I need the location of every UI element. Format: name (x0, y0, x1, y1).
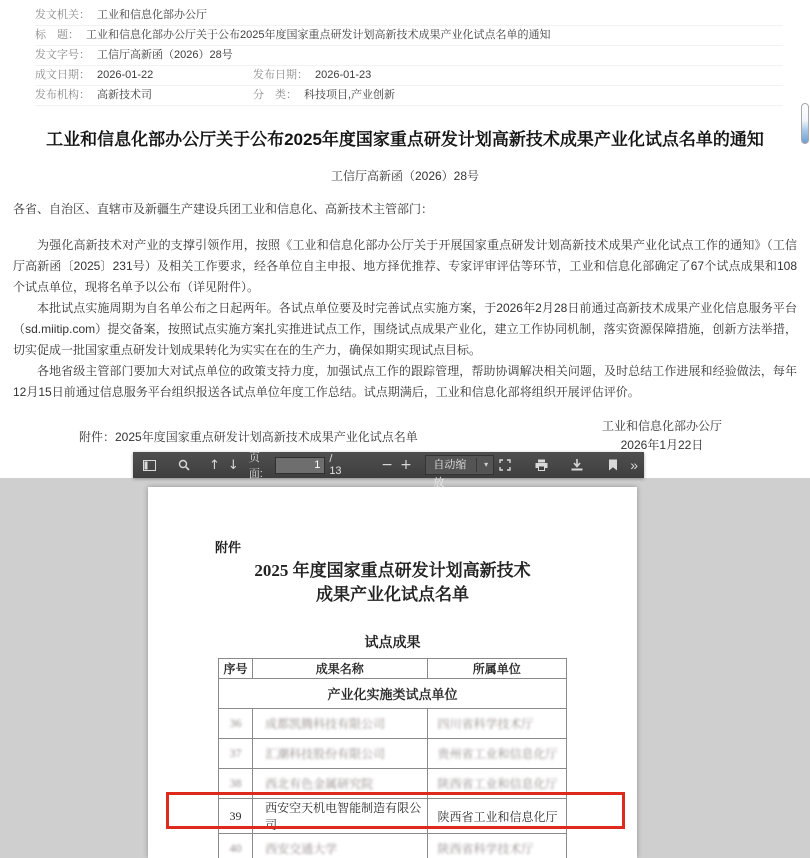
paragraph-3: 各地省级主管部门要加大对试点单位的政策支持力度，加强试点工作的跟踪管理，帮助协调解决相关问题，及时总结工作进展和经验做法，每年12月15日前通过信息服务平台组织报送各试点单位年度工作总结。试点期满后，工业和信息化部将组织开展评估评价。 (13, 364, 797, 399)
pdf-section-title: 试点成果 (364, 636, 421, 651)
table-row (219, 739, 567, 769)
previous-page-button[interactable] (205, 454, 224, 476)
chevron-down-icon: ▾ (484, 460, 489, 469)
table-cell: 四川省科学技术厅 (427, 709, 566, 739)
divider (476, 458, 477, 472)
table-cell: 西北有色金属研究院 (253, 769, 427, 799)
next-page-button[interactable] (224, 454, 243, 476)
metadata-row (35, 86, 783, 106)
download-icon (571, 459, 583, 471)
zoom-in-button[interactable] (397, 454, 416, 476)
metadata-value: 工业和信息化部办公厅关于公布2025年度国家重点研发计划高新技术成果产业化试点名单的通知 (86, 29, 551, 41)
table-cell: 成都凯腾科技有限公司 (253, 709, 427, 739)
paragraph-1: 为强化高新技术对产业的支撑引领作用，按照《工业和信息化部办公厅关于开展国家重点研发计划高新技术成果产业化试点工作的通知》（工信厅高新函〔2025〕231号）及相关工作要求，经各单位自主申报、地方择优推荐、专家评审评估等环节，工业和信息化部确定了67个试点成果和108个试点单位，现将名单予以公布（详见附件）。 (13, 238, 797, 294)
metadata-label: 发文字号： (35, 49, 90, 61)
metadata-value: 科技项目,产业创新 (304, 89, 396, 101)
page-number-input[interactable] (275, 457, 325, 474)
presentation-mode-button[interactable] (494, 454, 516, 476)
table-cell: 陕西省工业和信息化厅 (427, 799, 566, 834)
signoff-date: 2026年1月22日 (620, 438, 704, 452)
salutation: 各省、自治区、直辖市及新疆生产建设兵团工业和信息化、高新技术主管部门： (13, 202, 434, 216)
minus-icon: − (381, 457, 393, 473)
metadata-row (35, 26, 783, 46)
table-header-cell: 成果名称 (253, 659, 427, 679)
pdf-attachment-label: 附件 (215, 540, 242, 555)
print-icon (535, 459, 548, 471)
metadata-label: 发文机关： (35, 9, 90, 21)
signoff-block (602, 417, 722, 455)
table-row (219, 709, 567, 739)
metadata-row (35, 6, 783, 26)
pdf-title-line1: 2025 年度国家重点研发计划高新技术 (254, 561, 531, 580)
zoom-out-button[interactable] (378, 454, 397, 476)
table-cell: 贵州省工业和信息化厅 (427, 739, 566, 769)
table-cell: 西安空天机电智能制造有限公司 (253, 799, 427, 834)
metadata-row (35, 66, 783, 86)
page-total: / 13 (329, 453, 342, 477)
table-cell: 汇潮科技股份有限公司 (253, 739, 427, 769)
table-header-cell: 所属单位 (427, 659, 566, 679)
metadata-label: 成文日期： (35, 69, 90, 81)
search-icon (178, 459, 190, 471)
table-group-label: 产业化实施类试点单位 (219, 679, 567, 709)
table-cell: 38 (219, 769, 253, 799)
toolbar-overflow-button[interactable]: » (630, 457, 638, 473)
download-button[interactable] (566, 454, 588, 476)
pdf-toolbar (133, 452, 644, 489)
table-header-cell: 序号 (219, 659, 253, 679)
signoff-org: 工业和信息化部办公厅 (601, 419, 722, 433)
page-title: 工业和信息化部办公厅关于公布2025年度国家重点研发计划高新技术成果产业化试点名单的通知 (46, 130, 764, 150)
metadata-value: 2026-01-23 (315, 69, 372, 81)
metadata-value: 高新技术司 (97, 89, 152, 101)
sidebar-toggle-icon (143, 460, 156, 471)
fullscreen-icon (499, 459, 511, 471)
search-button[interactable] (174, 454, 193, 476)
table-header-row (219, 659, 567, 679)
metadata-value: 2026-01-22 (97, 69, 154, 81)
metadata-label: 发布日期： (253, 69, 308, 81)
attachment-line: 附件：2025年度国家重点研发计划高新技术成果产业化试点名单 (79, 430, 418, 444)
document-number: 工信厅高新函（2026）28号 (330, 169, 480, 183)
metadata-value: 工信厅高新函（2026）28号 (97, 49, 233, 61)
table-cell: 37 (219, 739, 253, 769)
metadata-value: 工业和信息化部办公厅 (97, 9, 207, 21)
paragraph-2: 本批试点实施周期为自名单公布之日起两年。各试点单位要及时完善试点实施方案，于2026年2月28日前通过高新技术成果产业化信息服务平台（sd.miitip.com）提交备案，按照试点实施方案扎实推进试点工作，围绕试点成果产业化，建立工作协同机制，落实资源保障措施，创新方法举措，切实促成一批国家重点研发计划成果转化为实实在在的生产力，确保如期实现试点目标。 (13, 301, 797, 357)
pdf-page (148, 487, 637, 858)
print-button[interactable] (530, 454, 552, 476)
arrow-down-icon: ↓ (227, 457, 239, 473)
metadata-label: 发布机构： (35, 89, 90, 101)
page-number-label: 页面: (248, 452, 263, 480)
arrow-up-icon: ↑ (209, 457, 220, 473)
pdf-title (148, 559, 637, 607)
table-cell: 40 (219, 834, 253, 858)
table-cell: 36 (219, 709, 253, 739)
pdf-title-line2: 成果产业化试点名单 (316, 585, 469, 604)
zoom-level-value: 自动缩放 (433, 459, 467, 489)
table-group-row (219, 679, 567, 709)
document-body (13, 199, 797, 448)
sidebar-toggle-button[interactable] (140, 454, 159, 476)
plus-icon: + (400, 457, 412, 473)
zoom-level-select[interactable] (425, 455, 494, 489)
table-cell: 陕西省工业和信息化厅 (427, 769, 566, 799)
document-metadata (35, 6, 783, 106)
table-cell: 39 (219, 799, 253, 834)
metadata-row (35, 46, 783, 66)
table-cell: 陕西省科学技术厅 (427, 834, 566, 858)
table-row (219, 834, 567, 858)
table-cell: 西安交通大学 (253, 834, 427, 858)
metadata-label: 分 类： (253, 89, 297, 101)
bookmark-button[interactable] (602, 454, 624, 476)
bookmark-icon (608, 459, 618, 471)
highlight-red-box (166, 792, 625, 829)
metadata-label: 标 题： (35, 29, 79, 41)
scrollbar-thumb[interactable] (801, 103, 809, 144)
